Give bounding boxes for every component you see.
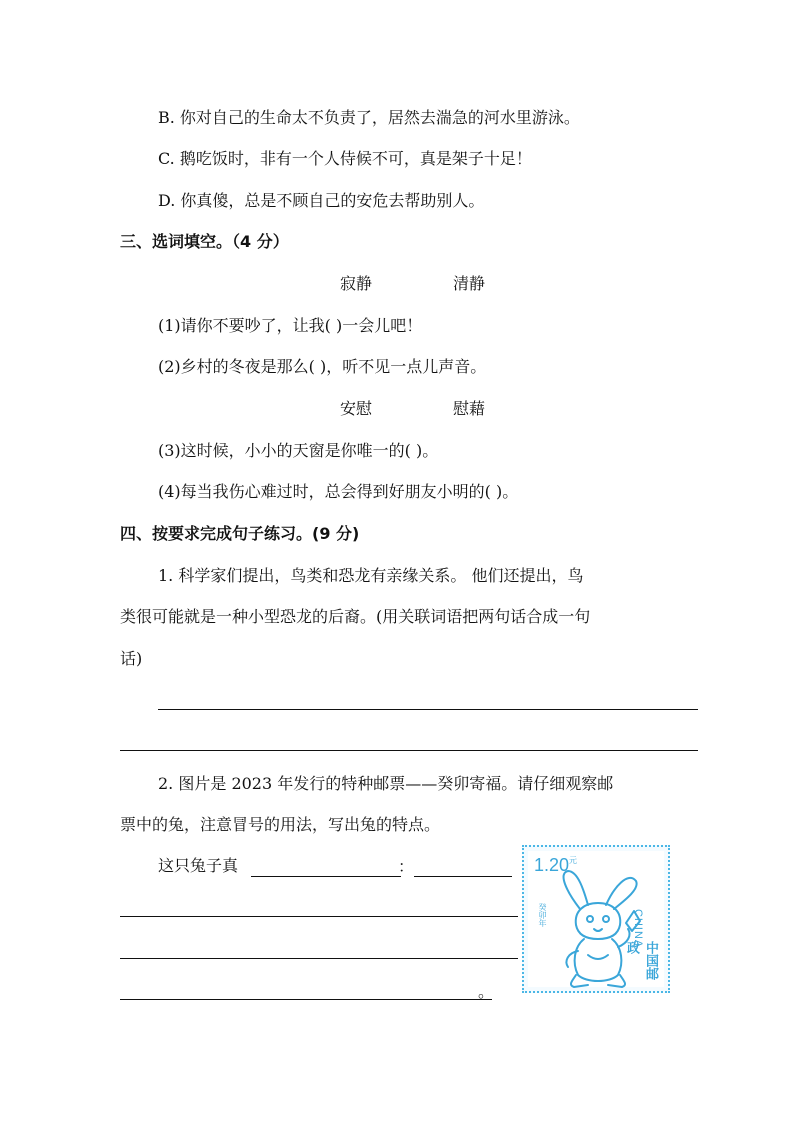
fill-question-3: (3)这时候，小小的天窗是你唯一的( )。 — [158, 441, 439, 460]
word-option-jijing: 寂静 — [340, 274, 373, 293]
option-c: C. 鹅吃饭时，非有一个人侍候不可，真是架子十足！ — [158, 149, 532, 168]
stamp-year-text: 癸卯年 — [538, 903, 547, 927]
answer-line-2[interactable] — [120, 750, 698, 751]
rabbit-trait-blank[interactable] — [251, 876, 401, 877]
stamp-country-cn: 中国邮政 — [624, 941, 658, 980]
word-option-qingjing: 清静 — [453, 274, 486, 293]
question-2-line-2: 票中的兔，注意冒号的用法，写出兔的特点。 — [120, 815, 441, 834]
question-1-line-2: 类很可能就是一种小型恐龙的后裔。(用关联词语把两句话合成一句 — [120, 607, 591, 626]
rabbit-detail-blank[interactable] — [414, 876, 512, 877]
option-d: D. 你真傻，总是不顾自己的安危去帮助别人。 — [158, 191, 485, 210]
section3-title: 三、选词填空。（4 分） — [120, 232, 289, 251]
answer-line-1[interactable] — [158, 709, 698, 710]
fill-question-4: (4)每当我伤心难过时，总会得到好朋友小明的( )。 — [158, 482, 519, 501]
answer-line-4[interactable] — [120, 958, 518, 959]
option-b: B. 你对自己的生命太不负责了，居然去湍急的河水里游泳。 — [158, 108, 580, 127]
word-option-anwei: 安慰 — [340, 399, 373, 418]
question-1-line-1: 1. 科学家们提出，鸟类和恐龙有亲缘关系。 他们还提出，鸟 — [158, 566, 584, 585]
word-option-weiji: 慰藉 — [453, 399, 486, 418]
stamp-unit: 元 — [569, 856, 578, 865]
rabbit-illustration — [528, 851, 668, 991]
answer-line-3[interactable] — [120, 916, 518, 917]
stamp-country-en: CHINA — [632, 909, 644, 949]
fill-question-2: (2)乡村的冬夜是那么( )，听不见一点儿声音。 — [158, 357, 487, 376]
colon-mark: ： — [398, 857, 415, 876]
question-1-line-3: 话) — [120, 649, 143, 668]
section4-title: 四、按要求完成句子练习。(9 分) — [120, 524, 360, 543]
rabbit-prompt: 这只兔子真 — [158, 856, 239, 875]
fill-question-1: (1)请你不要吵了，让我( )一会儿吧！ — [158, 316, 423, 335]
period-mark: 。 — [478, 982, 495, 1001]
question-2-line-1: 2. 图片是 2023 年发行的特种邮票——癸卯寄福。请仔细观察邮 — [158, 774, 614, 793]
rabbit-stamp-image — [522, 845, 670, 993]
stamp-denomination: $1.20^元$ — [534, 855, 578, 875]
answer-line-5[interactable] — [120, 999, 492, 1000]
